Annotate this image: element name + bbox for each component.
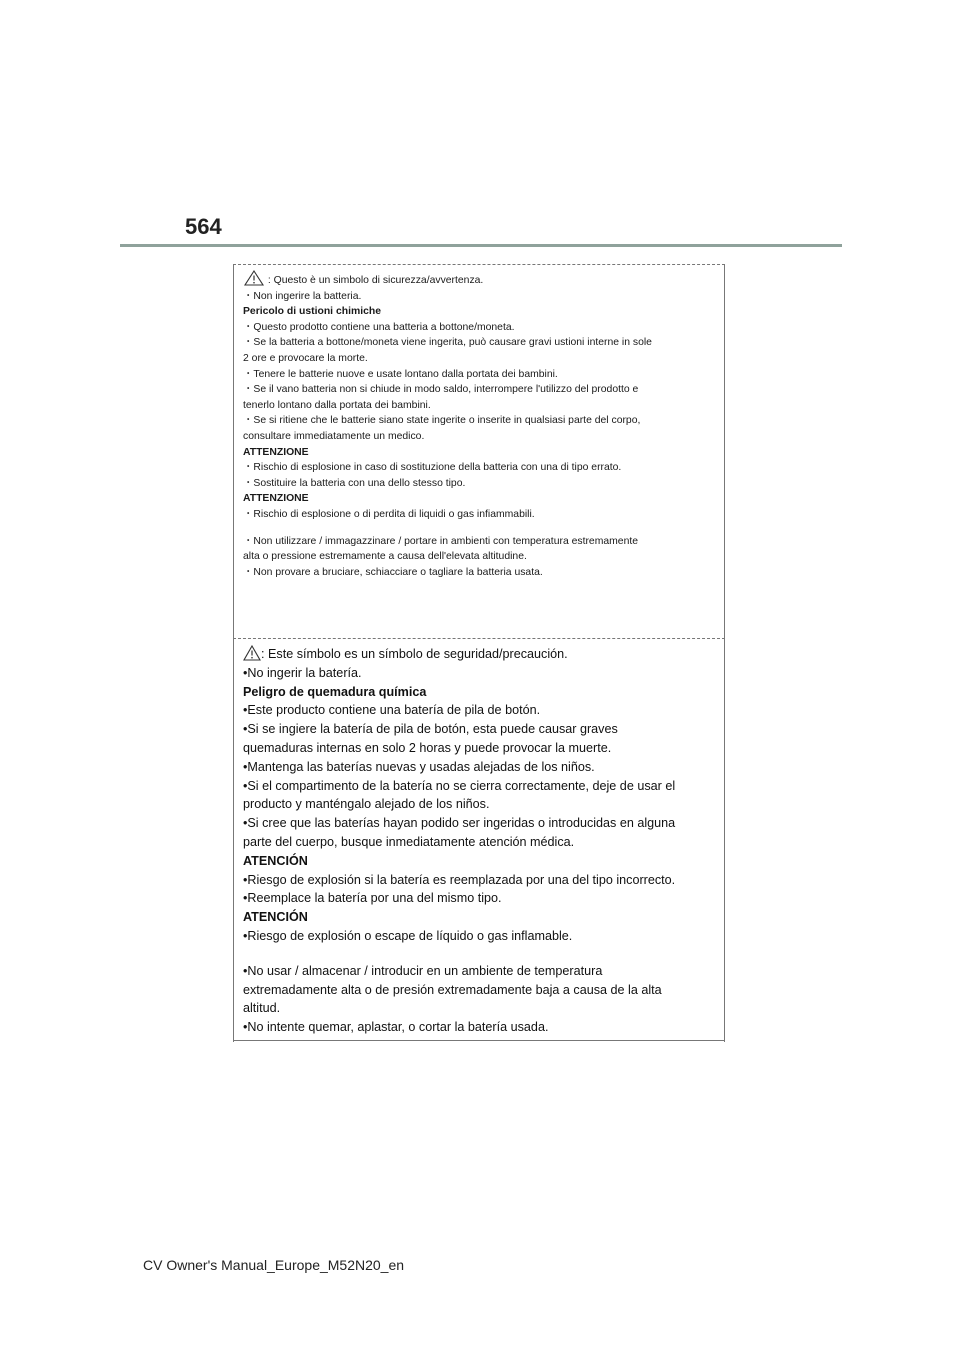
spanish-text-line: quemaduras internas en solo 2 horas y puede provocar la muerte. [243, 740, 612, 755]
italian-text-line: ・Sostituire la batteria con una dello stesso tipo. [243, 477, 466, 489]
spanish-text-line: •Reemplace la batería por una del mismo tipo. [243, 891, 502, 906]
italian-lines-after-gap [243, 534, 713, 581]
scanned-label-divider [233, 638, 725, 639]
header-rule [120, 244, 842, 247]
spanish-text-line: •Si el compartimento de la batería no se cierra correctamente, deje de usar el [243, 778, 676, 793]
spanish-heading: ATENCIÓN [243, 853, 308, 868]
spanish-text-line: •Este producto contiene una batería de pila de botón. [243, 703, 541, 718]
spanish-text-line: producto y manténgalo alejado de los niños. [243, 797, 490, 812]
italian-heading: ATTENZIONE [243, 446, 309, 458]
italian-text-line: ・Non ingerire la batteria. [243, 290, 362, 302]
italian-text-line: ・Se il vano batteria non si chiude in modo saldo, interrompere l'utilizzo del prodotto e [243, 384, 639, 396]
spanish-heading: ATENCIÓN [243, 910, 308, 925]
italian-heading: ATTENZIONE [243, 493, 309, 505]
italian-text-line: 2 ore e provocare la morte. [243, 352, 368, 364]
italian-heading: Pericolo di ustioni chimiche [243, 306, 381, 318]
spanish-text-line: parte del cuerpo, busque inmediatamente atención médica. [243, 834, 575, 849]
italian-text-line: consultare immediatamente un medico. [243, 430, 425, 442]
scanned-label-top-border [233, 264, 725, 265]
spanish-text-line: •Si se ingiere la batería de pila de botón, esta puede causar graves [243, 722, 618, 737]
spanish-gap [243, 946, 713, 962]
italian-gap [243, 523, 713, 534]
spanish-text-line: •Mantenga las baterías nuevas y usadas alejadas de los niños. [243, 759, 595, 774]
spanish-text-line: •No intente quemar, aplastar, o cortar la batería usada. [243, 1020, 549, 1035]
warning-triangle-icon [243, 270, 265, 286]
italian-warning-block [243, 270, 713, 580]
spanish-text-line: •No usar / almacenar / introducir en un ambiente de temperatura [243, 963, 603, 978]
spanish-heading: Peligro de quemadura química [243, 684, 427, 699]
italian-text-line: ・Se si ritiene che le batterie siano state ingerite o inserite in qualsiasi parte del corpo, [243, 415, 641, 427]
spanish-warning-block [243, 645, 713, 1037]
spanish-text-line: extremadamente alta o de presión extremadamente baja a causa de la alta [243, 982, 662, 997]
page-number: 564 [185, 214, 222, 239]
italian-text-line: ・Rischio di esplosione in caso di sostituzione della batteria con una di tipo errato. [243, 462, 622, 474]
italian-text-line: ・Se la batteria a bottone/moneta viene ingerita, può causare gravi ustioni interne in sole [243, 337, 652, 349]
footer-manual-title: CV Owner's Manual_Europe_M52N20_en [143, 1257, 405, 1273]
spanish-text-line: •Riesgo de explosión o escape de líquido o gas inflamable. [243, 928, 573, 943]
italian-text-line: tenerlo lontano dalla portata dei bambini. [243, 399, 431, 411]
italian-text-line: alta o pressione estremamente a causa dell'elevata altitudine. [243, 551, 527, 563]
italian-text-line: ・Rischio di esplosione o di perdita di liquidi o gas infiammabili. [243, 508, 535, 520]
italian-symbol-line [243, 270, 713, 289]
spanish-symbol-text: : Este símbolo es un símbolo de seguridad/precaución. [261, 647, 568, 661]
italian-text-line: ・Tenere le batterie nuove e usate lontano dalla portata dei bambini. [243, 368, 558, 380]
italian-symbol-text: : Questo è un simbolo di sicurezza/avvertenza. [267, 275, 484, 286]
spanish-lines-after-gap [243, 962, 713, 1037]
spanish-text-line: •Riesgo de explosión si la batería es reemplazada por una del tipo incorrecto. [243, 872, 676, 887]
spanish-symbol-line [243, 645, 713, 664]
spanish-lines [243, 664, 713, 946]
italian-text-line: ・Non utilizzare / immagazzinare / portare in ambienti con temperatura estremamente [243, 535, 639, 547]
italian-text-line: ・Non provare a bruciare, schiacciare o tagliare la batteria usata. [243, 566, 543, 578]
warning-triangle-icon [243, 645, 261, 661]
scanned-label-bottom-border [233, 1040, 725, 1041]
italian-text-line: ・Questo prodotto contiene una batteria a bottone/moneta. [243, 321, 515, 333]
spanish-text-line: altitud. [243, 1001, 281, 1016]
spanish-text-line: •No ingerir la batería. [243, 665, 362, 680]
italian-lines [243, 289, 713, 523]
spanish-text-line: •Si cree que las baterías hayan podido ser ingeridas o introducidas en alguna [243, 816, 676, 831]
